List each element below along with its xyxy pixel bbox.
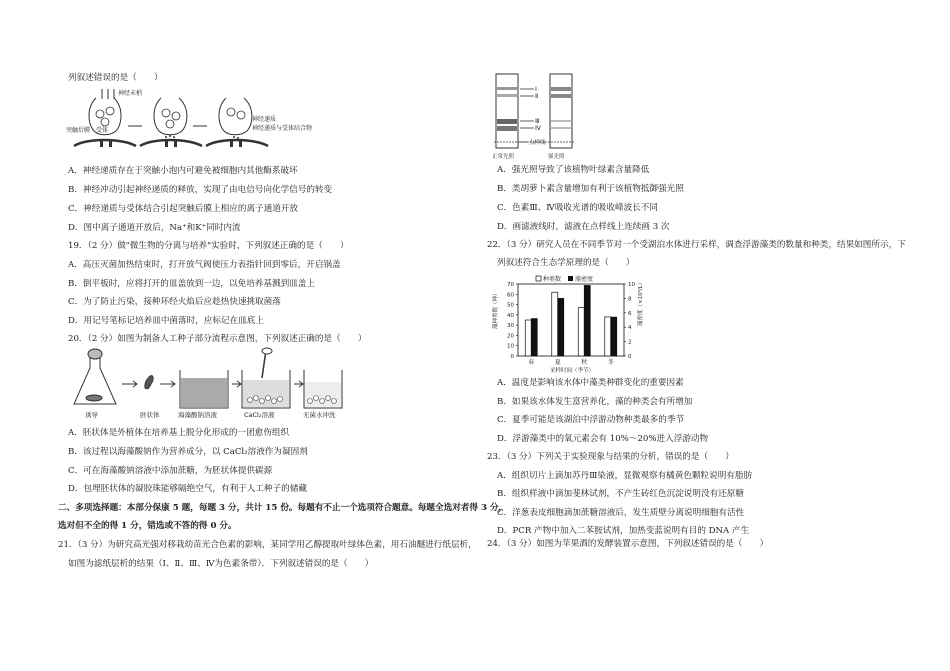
label-postsynaptic: 突触后膜 (66, 127, 91, 134)
flask-stopper (88, 349, 102, 359)
bar-density (584, 285, 590, 356)
q19-option-b: B．倒平板时，应将打开的皿盖放到一边，以免培养基溅到皿盖上 (68, 279, 315, 289)
y-left-tick-label: 60 (507, 292, 514, 299)
legend-swatch-species (536, 276, 541, 281)
y-right-tick-label: 4 (628, 325, 632, 332)
y-left-tick-label: 50 (507, 302, 514, 309)
y-left-label: 藻种类数（种） (493, 290, 499, 329)
strip-strong-light (550, 74, 572, 148)
q21-option-b: B．类胡萝卜素含量增加有利于该植物抵御强光照 (497, 184, 684, 194)
axon-terminal-2 (154, 98, 187, 135)
bar-density (558, 298, 564, 356)
q21-stem-line2: 如图为滤纸层析的结果（Ⅰ、Ⅱ、Ⅲ、Ⅳ为色素条带）．下列叙述错误的是（ ） (68, 559, 374, 569)
y-left-tick-label: 20 (507, 333, 514, 340)
section-heading-line2: 选对但不全的得 1 分，错选或不答的得 0 分。 (58, 521, 237, 531)
y-right-label: 藻密度（×10⁶/L） (638, 279, 644, 326)
q18-option-c: C．神经递质与受体结合引起突触后膜上相应的离子通道开放 (68, 204, 299, 214)
bar-species (605, 317, 611, 356)
q24-stem: 24．（3 分）如图为苹果酒的发酵装置示意图，下列叙述错误的是（ ） (487, 539, 769, 549)
q22-option-a: A．温度是影响该水体中藻类种群变化的重要因素 (497, 378, 684, 388)
legend-density: 藻密度 (575, 276, 594, 283)
q21-option-d: D．画滤液线时，滤液在点样线上连续画 3 次 (497, 222, 670, 232)
band-label-1: Ⅰ (535, 85, 537, 93)
bar-species (552, 292, 558, 356)
postsynaptic-membrane-2 (140, 140, 202, 146)
algae-bar-chart (488, 268, 648, 376)
q19-option-a: A．高压灭菌加热结束时，打开放气阀使压力表指针回到零后，开启锅盖 (68, 260, 341, 270)
origin-line-label: 点样线 (529, 140, 546, 146)
y-left-tick-label: 70 (507, 282, 514, 288)
x-tick-label: 冬 (607, 359, 614, 366)
synapse-figure (66, 86, 313, 158)
label-induce: 诱导 (85, 411, 98, 419)
postsynaptic-membrane-1 (74, 140, 136, 146)
q20-option-b: B．该过程以海藻酸钠作为营养成分，以 CaCl₂溶液作为凝固剂 (68, 447, 308, 457)
q22-option-c: C．夏季可能是该湖泊中浮游动物种类最多的季节 (497, 415, 685, 425)
band-label-2: Ⅱ (535, 92, 539, 100)
postsynaptic-membrane-3 (206, 140, 268, 146)
q20-stem: 20．（2 分）如图为制备人工种子部分流程示意图，下列叙述正确的是（ ） (68, 334, 367, 344)
x-axis-label: 采样时间（季节） (550, 368, 595, 374)
q18-option-d: D．图中离子通道开放后，Na⁺和K⁺同时内流 (68, 223, 241, 233)
q22-option-d: D．浮游藻类中的氧元素会有 10%～20%进入浮游动物 (497, 434, 709, 444)
bar-density (531, 319, 537, 356)
y-left-tick-label: 10 (507, 343, 514, 350)
artificial-seed-figure (70, 348, 345, 420)
q21-option-a: A．强光照导致了该植物叶绿素含量降低 (497, 165, 650, 175)
bar-species (525, 320, 531, 356)
x-tick-label: 春 (528, 359, 535, 366)
q18-option-b: B．神经冲动引起神经递质的释放，实现了由电信号向化学信号的转变 (68, 185, 333, 195)
q23-option-a: A．组织切片上滴加苏丹Ⅲ染液，显微观察有橘黄色颗粒说明有脂肪 (497, 471, 753, 481)
bar-density (611, 317, 617, 356)
q22-option-b: B．如果该水体发生富营养化，藻的种类会有所增加 (497, 397, 693, 407)
q20-option-d: D．包埋胚状体的凝胶珠能够隔绝空气，有利于人工种子的储藏 (68, 484, 307, 494)
q21-stem-line1: 21．（3 分）为研究高光强对移栽幼苗光合色素的影响，某同学用乙醇提取叶绿体色素，用石油醚进行纸层析， (58, 540, 477, 550)
q23-option-c: C．洋葱表皮细胞滴加蔗糖溶液后，发生质壁分离说明细胞有活性 (497, 508, 745, 518)
q22-stem-line1: 22．（3 分）研究人员在不同季节对一个受湖泊水体进行采样，调查浮游藻类的数量和种类，结果如图所示，下 (487, 240, 906, 250)
q23-stem: 23．（3 分）下列关于实验现象与结果的分析，错误的是（ ） (487, 452, 734, 462)
q19-option-c: C．为了防止污染，接种环经火焰后应趁热快速挑取菌落 (68, 297, 281, 307)
y-left-tick-label: 40 (507, 312, 514, 319)
label-cacl2: CaCl₂溶液 (244, 411, 275, 419)
label-receptor: 受体 (96, 127, 109, 134)
band-label-3: Ⅲ (535, 117, 540, 125)
strip-label-normal: 正常光照 (492, 154, 515, 160)
x-tick-label: 秋 (581, 359, 588, 366)
band-label-4: Ⅳ (535, 124, 541, 132)
q19-stem: 19．（2 分）做"微生物的分离与培养"实验时，下列叙述正确的是（ ） (68, 241, 349, 251)
y-right-tick-label: 2 (628, 339, 632, 346)
embryoid-icon (145, 376, 153, 389)
q23-option-d: D．PCR 产物中加入二苯胺试剂，加热变蓝说明有目的 DNA 产生 (497, 526, 750, 536)
bar-species (578, 308, 584, 356)
q21-option-c: C．色素Ⅲ、Ⅳ吸收光谱的吸收峰波长不同 (497, 203, 658, 213)
y-right-tick-label: 0 (628, 354, 632, 360)
q23-option-b: B．组织样液中滴加斐林试剂，不产生砖红色沉淀说明没有还原糖 (497, 489, 744, 499)
strip-normal-light (496, 74, 518, 148)
y-left-tick-label: 0 (510, 354, 514, 360)
label-complex: 神经递质与受体结合物 (252, 125, 313, 132)
label-neurotransmitter: 神经递质 (252, 116, 277, 123)
x-tick-label: 夏 (554, 359, 561, 366)
axon-terminal-3 (219, 98, 252, 135)
y-left-tick-label: 30 (507, 323, 514, 330)
y-right-tick-label: 10 (628, 282, 635, 288)
strip-label-strong: 强光照 (548, 154, 565, 160)
q20-option-a: A．胚状体是外植体在培养基上脱分化形成的一团愈伤组织 (68, 428, 290, 438)
label-sterile-water: 无菌水冲洗 (303, 411, 336, 419)
legend-swatch-density (568, 276, 573, 281)
legend-species: 种类数 (543, 276, 562, 283)
q19-option-d: D．用记号笔标记培养皿中菌落时，应标记在皿底上 (68, 316, 264, 326)
label-alginate: 海藻酸钠溶液 (178, 411, 217, 419)
label-nerve-ending: 神经末梢 (118, 90, 143, 97)
q18-stem-tail: 列叙述错误的是（ ） (68, 73, 163, 83)
q22-stem-line2: 列叙述符合生态学原理的是（ ） (497, 258, 635, 268)
section-heading-line1: 二、多项选择题：本部分保康 5 题，每题 3 分，共计 15 份。每题有不止一个选项符合题意。每题全选对者得 3 分， (58, 503, 508, 513)
y-right-tick-label: 8 (628, 296, 632, 303)
q18-option-a: A．神经递质存在于突触小泡内可避免被细胞内其他酶系破坏 (68, 166, 298, 176)
q20-option-c: C．可在海藻酸钠溶液中添加蔗糖，为胚状体提供碳源 (68, 466, 273, 476)
y-right-tick-label: 6 (628, 310, 632, 317)
chromatography-figure (490, 70, 610, 162)
label-embryoid: 胚状体 (140, 411, 160, 419)
